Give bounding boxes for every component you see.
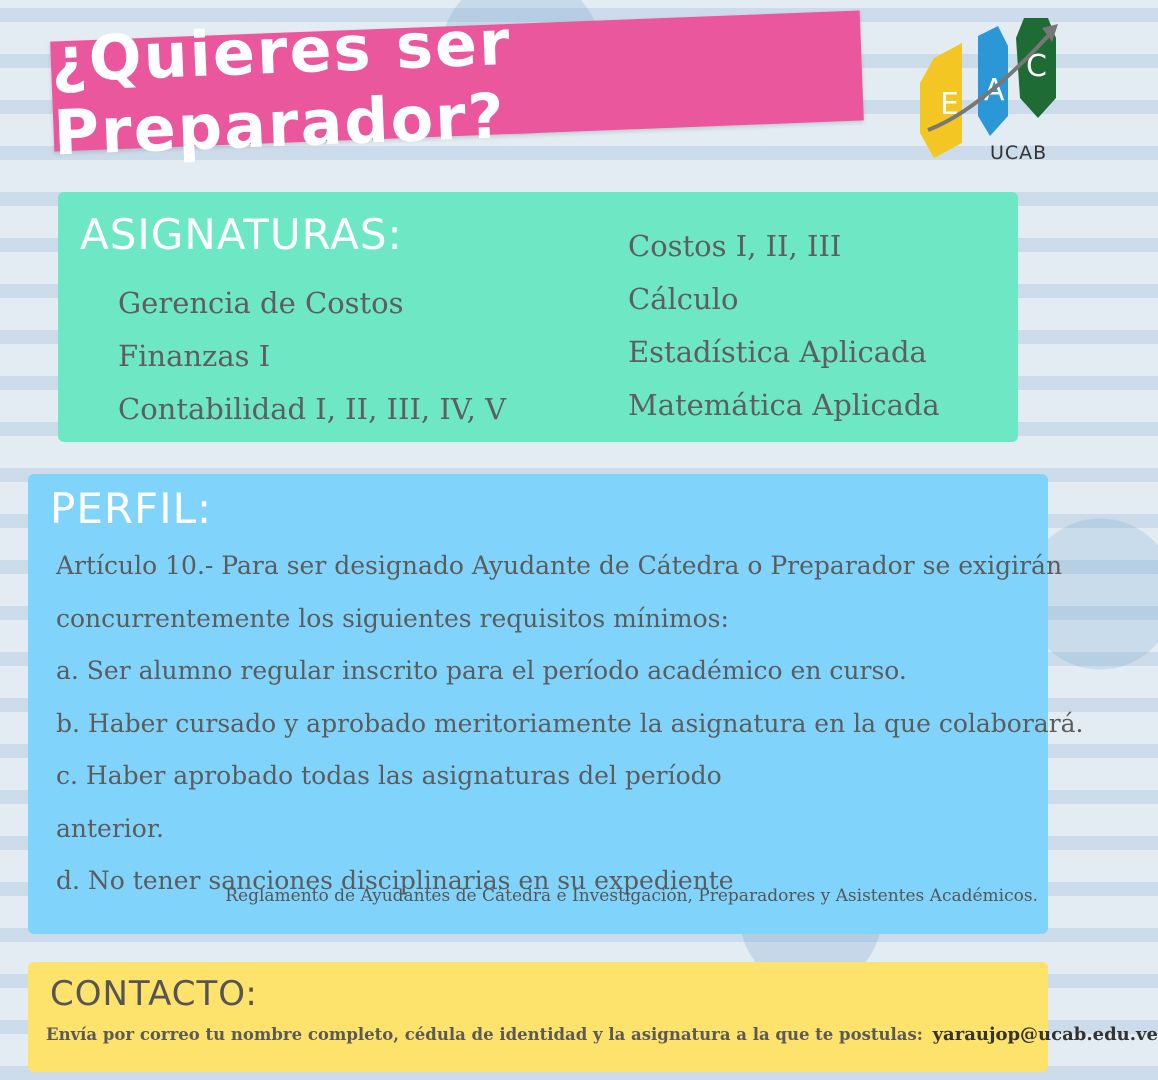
perfil-line: concurrentemente los siguientes requisitos mínimos:	[56, 603, 729, 633]
contacto-line	[46, 1024, 1158, 1045]
page-title: ¿Quieres ser Preparador?	[49, 5, 513, 170]
perfil-heading: PERFIL:	[50, 484, 213, 533]
perfil-line: anterior.	[56, 813, 164, 843]
list-item: Costos I, II, III	[628, 229, 842, 263]
perfil-line: Artículo 10.- Para ser designado Ayudante de Cátedra o Preparador se exigirán	[56, 551, 1063, 580]
perfil-source: Reglamento de Ayudantes de Cátedra e Investigación, Preparadores y Asistentes Académicos.	[225, 886, 1038, 906]
perfil-requirements	[56, 540, 1084, 908]
list-item: Matemática Aplicada	[628, 388, 940, 422]
list-item: Contabilidad I, II, III, IV, V	[118, 392, 507, 426]
logo-letter-e: E	[940, 87, 959, 122]
perfil-line: d. No tener sanciones disciplinarias en su expediente	[56, 866, 734, 895]
contacto-text: Envía por correo tu nombre completo, cédula de identidad y la asignatura a la que te postulas:	[46, 1025, 923, 1044]
list-item: Estadística Aplicada	[628, 335, 927, 369]
list-item: Finanzas I	[118, 339, 271, 373]
contacto-heading: CONTACTO:	[50, 974, 258, 1014]
asignaturas-left-list	[118, 277, 506, 436]
asignaturas-heading: ASIGNATURAS:	[80, 210, 403, 259]
perfil-line: a. Ser alumno regular inscrito para el período académico en curso.	[56, 656, 907, 685]
logo-name: UCAB	[990, 142, 1048, 164]
contacto-email[interactable]: yaraujop@ucab.edu.ve	[932, 1024, 1158, 1045]
perfil-line: c. Haber aprobado todas las asignaturas del período	[56, 761, 722, 790]
title-banner	[49, 5, 864, 170]
list-item: Cálculo	[628, 282, 739, 316]
perfil-line: b. Haber cursado y aprobado meritoriamente la asignatura en la que colaborará.	[56, 708, 1084, 738]
list-item: Gerencia de Costos	[118, 286, 404, 320]
logo-letter-a: A	[984, 73, 1005, 108]
asignaturas-right-list	[628, 220, 940, 432]
logo-letter-c: C	[1026, 49, 1047, 84]
